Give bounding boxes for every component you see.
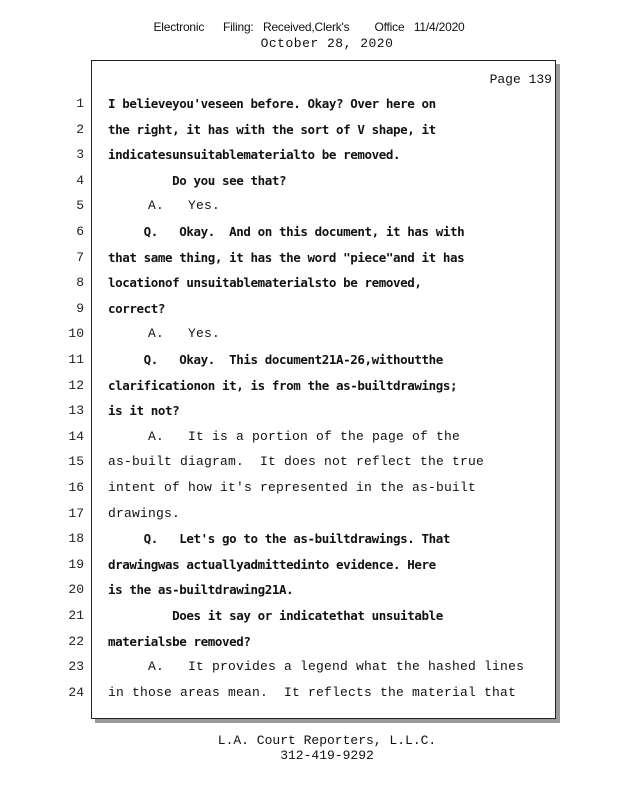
- line-number: 13: [68, 403, 84, 418]
- transcript-line: is the as-builtdrawing21A.: [108, 582, 294, 597]
- transcript-line: as-built diagram. It does not reflect the true: [108, 454, 485, 469]
- line-number: 18: [68, 531, 84, 546]
- line-number: 16: [68, 480, 84, 495]
- filing-stamp: Electronic Filing: Received,Clerk's Office 11/4/2020: [153, 20, 465, 34]
- line-number: 6: [76, 224, 84, 239]
- line-number: 8: [76, 275, 84, 290]
- line-number: 11: [68, 352, 84, 367]
- line-number: 21: [68, 608, 84, 623]
- line-number: 15: [68, 454, 84, 469]
- line-number: 7: [76, 250, 84, 265]
- transcript-line: clarificationon it, is from the as-builtdrawings;: [108, 378, 458, 393]
- line-number: 22: [68, 634, 84, 649]
- line-number: 19: [68, 557, 84, 572]
- transcript-line: correct?: [108, 301, 166, 316]
- hearing-date: October 28, 2020: [260, 36, 394, 51]
- transcript-line: indicatesunsuitablematerialto be removed.: [108, 147, 401, 162]
- transcript-line: materialsbe removed?: [108, 634, 251, 649]
- line-number: 2: [76, 122, 84, 137]
- line-number: 12: [68, 378, 84, 393]
- transcript-line: is it not?: [108, 403, 180, 418]
- transcript-line: A. Yes.: [108, 326, 221, 341]
- line-number: 23: [68, 659, 84, 674]
- transcript-line: drawingwas actuallyadmittedinto evidence. Here: [108, 557, 436, 572]
- transcript-line: drawings.: [108, 506, 181, 521]
- line-number: 5: [76, 198, 84, 213]
- page-number: Page 139: [489, 72, 552, 87]
- line-number: 1: [76, 96, 84, 111]
- line-number: 24: [68, 685, 84, 700]
- line-number: 3: [76, 147, 84, 162]
- transcript-line: A. It provides a legend what the hashed lines: [108, 659, 525, 674]
- transcript-line: Does it say or indicatethat unsuitable: [108, 608, 443, 623]
- transcript-line: Q. Okay. And on this document, it has with: [108, 224, 465, 239]
- transcript-line: A. Yes.: [108, 198, 221, 213]
- transcript-line: intent of how it's represented in the as-built: [108, 480, 477, 495]
- transcript-line: A. It is a portion of the page of the: [108, 429, 461, 444]
- line-number: 10: [68, 326, 84, 341]
- line-number: 20: [68, 582, 84, 597]
- transcript-line: Do you see that?: [108, 173, 287, 188]
- transcript-line: in those areas mean. It reflects the material that: [108, 685, 517, 700]
- transcript-line: locationof unsuitablematerialsto be removed,: [108, 275, 422, 290]
- transcript-line: that same thing, it has the word "piece"and it has: [108, 250, 465, 265]
- line-number: 17: [68, 506, 84, 521]
- transcript-line: Q. Let's go to the as-builtdrawings. That: [108, 531, 451, 546]
- line-number: 14: [68, 429, 84, 444]
- transcript-line: the right, it has with the sort of V shape, it: [108, 122, 436, 137]
- line-number: 9: [76, 301, 84, 316]
- line-number: 4: [76, 173, 84, 188]
- court-reporter-phone: 312-419-9292: [280, 748, 374, 763]
- court-reporter-name: L.A. Court Reporters, L.L.C.: [217, 733, 437, 748]
- transcript-line: Q. Okay. This document21A-26,withoutthe: [108, 352, 443, 367]
- transcript-line: I believeyou'veseen before. Okay? Over here on: [108, 96, 436, 111]
